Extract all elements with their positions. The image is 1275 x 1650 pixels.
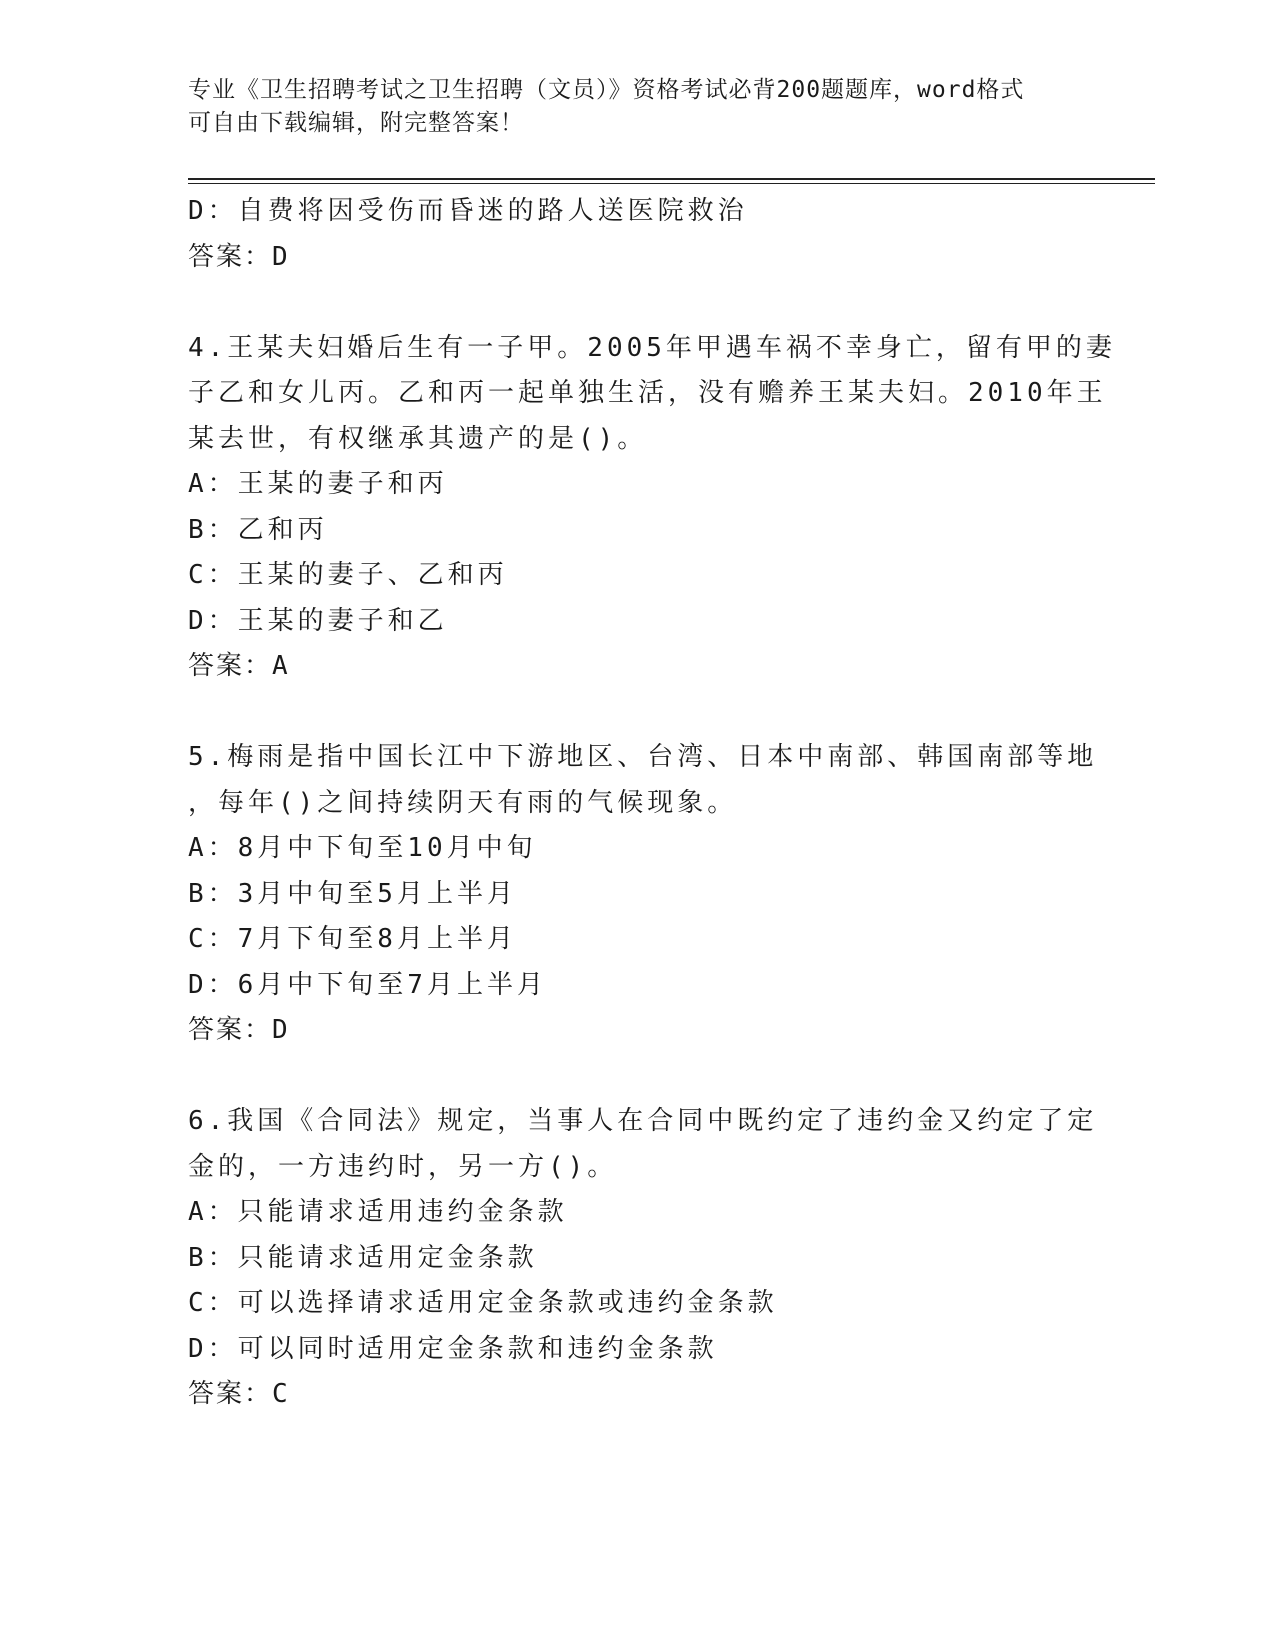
- spacer: [188, 690, 1068, 736]
- question-6-text-line-1: 6.我国《合同法》规定，当事人在合同中既约定了违约金又约定了定: [188, 1106, 1098, 1136]
- prev-question: [188, 189, 1068, 280]
- question-4-text-line-1: 4.王某夫妇婚后生有一子甲。2005年甲遇车祸不幸身亡，留有甲的妻: [188, 332, 1116, 363]
- question-5-text-line-1: 5.梅雨是指中国长江中下游地区、台湾、日本中南部、韩国南部等地: [188, 742, 1098, 772]
- question-5-answer: 答案：D: [188, 1015, 290, 1045]
- spacer: [188, 280, 1068, 326]
- question-4-option-c: C：王某的妻子、乙和丙: [188, 560, 508, 590]
- question-5-option-b: B：3月中旬至5月上半月: [188, 878, 517, 909]
- prev-answer: 答案：D: [188, 241, 290, 272]
- question-4-text-line-2: 子乙和女儿丙。乙和丙一起单独生活，没有赡养王某夫妇。2010年王: [188, 378, 1107, 408]
- question-6-option-d: D：可以同时适用定金条款和违约金条款: [188, 1333, 718, 1364]
- header-rule-thin: [188, 183, 1155, 184]
- question-5-text-line-2: ，每年()之间持续阴天有雨的气候现象。: [188, 787, 738, 818]
- question-4-answer: 答案：A: [188, 651, 290, 681]
- question-4-option-b: B：乙和丙: [188, 514, 328, 545]
- question-5-option-c: C：7月下旬至8月上半月: [188, 924, 517, 954]
- question-6-answer: 答案：C: [188, 1379, 290, 1409]
- header-line-1: 专业《卫生招聘考试之卫生招聘（文员）》资格考试必背200题题库，word格式: [188, 77, 1025, 103]
- question-4-option-a: A：王某的妻子和丙: [188, 469, 448, 499]
- header-rule-thick: [188, 178, 1155, 180]
- question-6: [188, 1099, 1098, 1418]
- header-line-2: 可自由下载编辑，附完整答案！: [188, 110, 524, 136]
- question-6-option-c: C：可以选择请求适用定金条款或违约金条款: [188, 1288, 778, 1318]
- spacer: [188, 1054, 1068, 1100]
- question-4-option-d: D：王某的妻子和乙: [188, 605, 448, 636]
- prev-option-d: D：自费将因受伤而昏迷的路人送医院救治: [188, 196, 748, 226]
- question-4: [188, 326, 1116, 690]
- question-6-option-a: A：只能请求适用违约金条款: [188, 1197, 568, 1227]
- question-6-option-b: B：只能请求适用定金条款: [188, 1242, 538, 1273]
- document-body: [188, 189, 1116, 1418]
- question-4-text-line-3: 某去世，有权继承其遗产的是()。: [188, 423, 648, 454]
- question-5-option-d: D：6月中下旬至7月上半月: [188, 969, 547, 1000]
- question-5: [188, 735, 1098, 1054]
- question-5-option-a: A：8月中下旬至10月中旬: [188, 833, 537, 863]
- document-header: [188, 74, 1068, 140]
- question-6-text-line-2: 金的，一方违约时，另一方()。: [188, 1151, 618, 1182]
